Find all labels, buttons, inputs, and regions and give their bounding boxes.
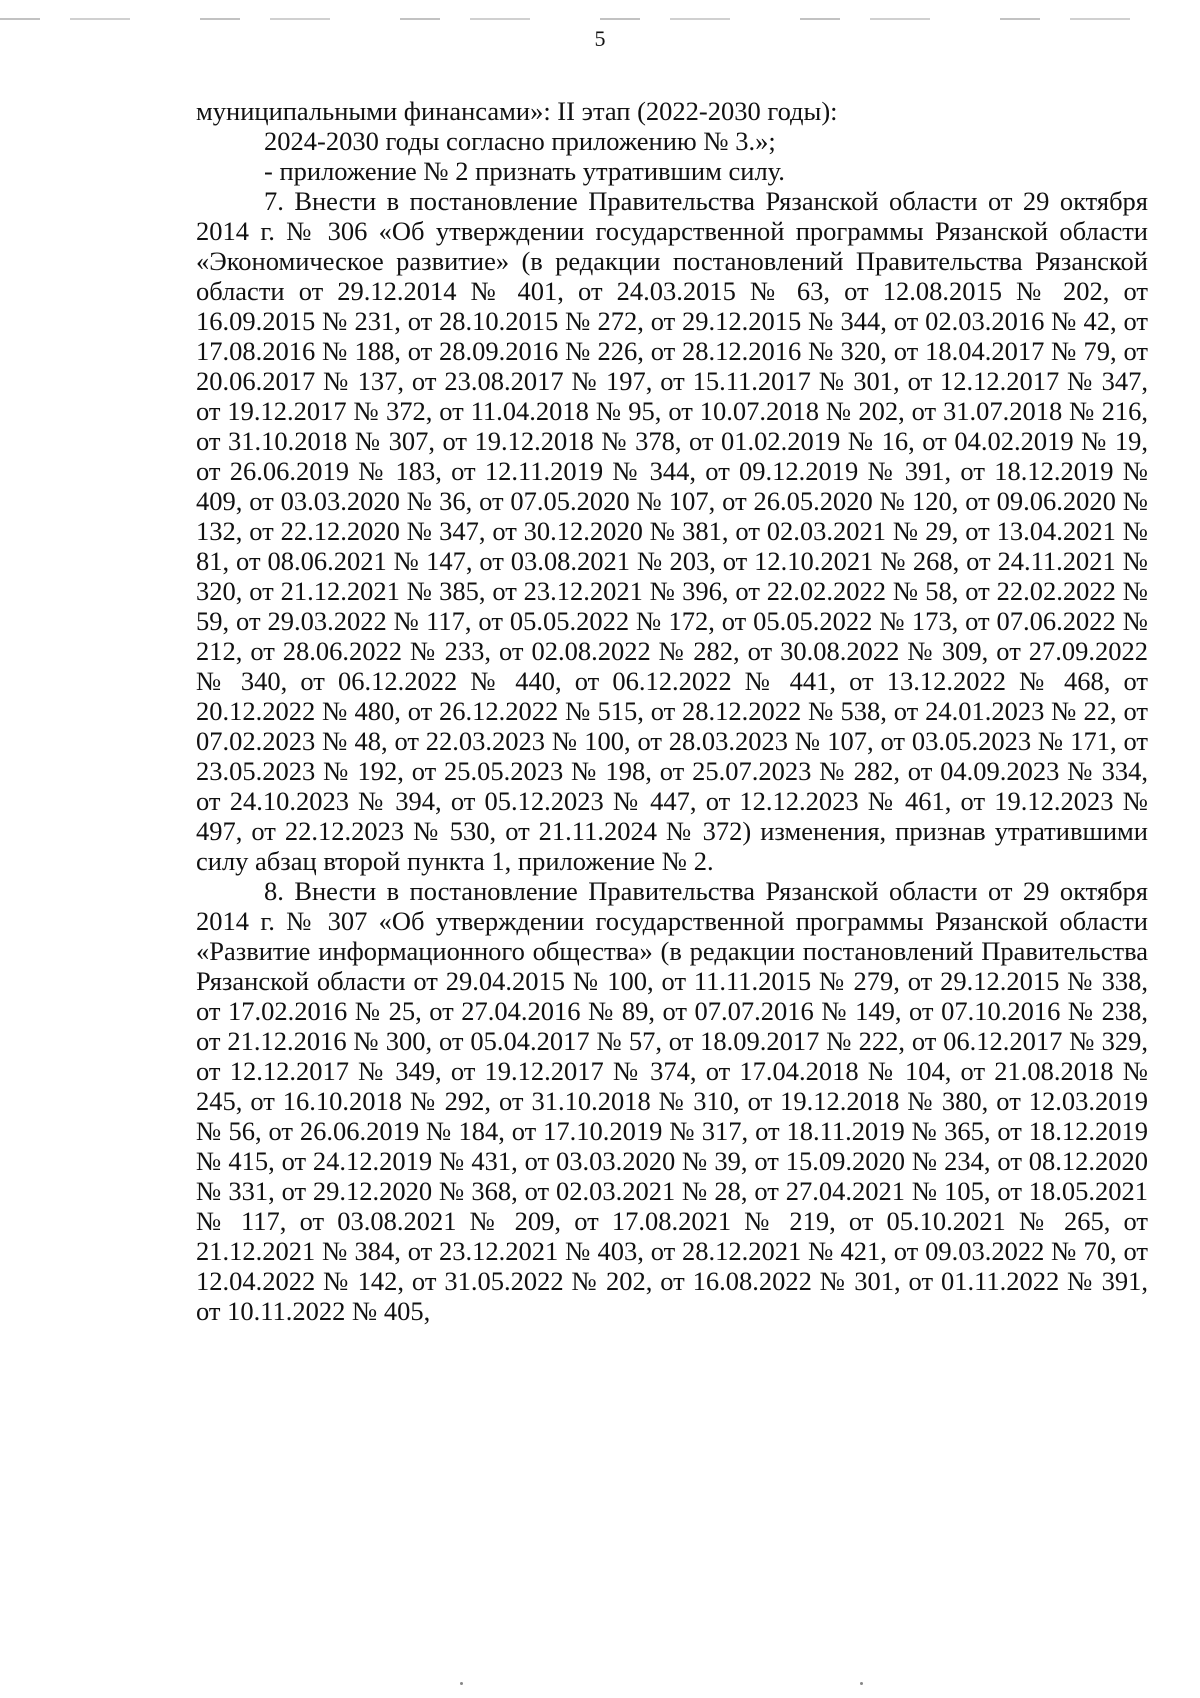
- paragraph-annex-repeal: - приложение № 2 признать утратившим силу.: [264, 156, 785, 186]
- scan-dot: [860, 1682, 863, 1685]
- document-body: [196, 96, 1148, 1326]
- paragraph-continuation: муниципальными финансами»: II этап (2022-2030 годы):: [196, 96, 838, 126]
- paragraph-item-7: 7. Внести в постановление Правительства Рязанской области от 29 октября 2014 г. № 306 «Об утверждении государственной программы Рязанской области «Экономическое развитие» (в редакции постановлений Правительства Рязанской области от 29.12.2014 № 401, от 24.03.2015 № 63, от 12.08.2015 № 202, от 16.09.2015 № 231, от 28.10.2015 № 272, от 29.12.2015 № 344, от 02.03.2016 № 42, от 17.08.2016 № 188, от 28.09.2016 № 226, от 28.12.2016 № 320, от 18.04.2017 № 79, от 20.06.2017 № 137, от 23.08.2017 № 197, от 15.11.2017 № 301, от 12.12.2017 № 347, от 19.12.2017 № 372, от 11.04.2018 № 95, от 10.07.2018 № 202, от 31.07.2018 № 216, от 31.10.2018 № 307, от 19.12.2018 № 378, от 01.02.2019 № 16, от 04.02.2019 № 19, от 26.06.2019 № 183, от 12.11.2019 № 344, от 09.12.2019 № 391, от 18.12.2019 № 409, от 03.03.2020 № 36, от 07.05.2020 № 107, от 26.05.2020 № 120, от 09.06.2020 № 132, от 22.12.2020 № 347, от 30.12.2020 № 381, от 02.03.2021 № 29, от 13.04.2021 № 81, от 08.06.2021 № 147, от 03.08.2021 № 203, от 12.10.2021 № 268, от 24.11.2021 № 320, от 21.12.2021 № 385, от 23.12.2021 № 396, от 22.02.2022 № 58, от 22.02.2022 № 59, от 29.03.2022 № 117, от 05.05.2022 № 172, от 05.05.2022 № 173, от 07.06.2022 № 212, от 28.06.2022 № 233, от 02.08.2022 № 282, от 30.08.2022 № 309, от 27.09.2022 № 340, от 06.12.2022 № 440, от 06.12.2022 № 441, от 13.12.2022 № 468, от 20.12.2022 № 480, от 26.12.2022 № 515, от 28.12.2022 № 538, от 24.01.2023 № 22, от 07.02.2023 № 48, от 22.03.2023 № 100, от 28.03.2023 № 107, от 03.05.2023 № 171, от 23.05.2023 № 192, от 25.05.2023 № 198, от 25.07.2023 № 282, от 04.09.2023 № 334, от 24.10.2023 № 394, от 05.12.2023 № 447, от 12.12.2023 № 461, от 19.12.2023 № 497, от 22.12.2023 № 530, от 21.11.2024 № 372) изменения, признав утратившими силу абзац второй пункта 1, приложение № 2.: [196, 186, 1148, 876]
- page-number: 5: [594, 26, 606, 51]
- paragraph-item-8: 8. Внести в постановление Правительства Рязанской области от 29 октября 2014 г. № 307 «Об утверждении государственной программы Рязанской области «Развитие информационного общества» (в редакции постановлений Правительства Рязанской области от 29.04.2015 № 100, от 11.11.2015 № 279, от 29.12.2015 № 338, от 17.02.2016 № 25, от 27.04.2016 № 89, от 07.07.2016 № 149, от 07.10.2016 № 238, от 21.12.2016 № 300, от 05.04.2017 № 57, от 18.09.2017 № 222, от 06.12.2017 № 329, от 12.12.2017 № 349, от 19.12.2017 № 374, от 17.04.2018 № 104, от 21.08.2018 № 245, от 16.10.2018 № 292, от 31.10.2018 № 310, от 19.12.2018 № 380, от 12.03.2019 № 56, от 26.06.2019 № 184, от 17.10.2019 № 317, от 18.11.2019 № 365, от 18.12.2019 № 415, от 24.12.2019 № 431, от 03.03.2020 № 39, от 15.09.2020 № 234, от 08.12.2020 № 331, от 29.12.2020 № 368, от 02.03.2021 № 28, от 27.04.2021 № 105, от 18.05.2021 № 117, от 03.08.2021 № 209, от 17.08.2021 № 219, от 05.10.2021 № 265, от 21.12.2021 № 384, от 23.12.2021 № 403, от 28.12.2021 № 421, от 09.03.2022 № 70, от 12.04.2022 № 142, от 31.05.2022 № 202, от 16.08.2022 № 301, от 01.11.2022 № 391, от 10.11.2022 № 405,: [196, 876, 1148, 1326]
- paragraph-annex-reference: 2024-2030 годы согласно приложению № 3.»;: [264, 126, 776, 156]
- scan-bottom-artifacts: [0, 1682, 1200, 1686]
- scan-edge-artifact: [0, 18, 1200, 20]
- scan-dot: [460, 1682, 463, 1685]
